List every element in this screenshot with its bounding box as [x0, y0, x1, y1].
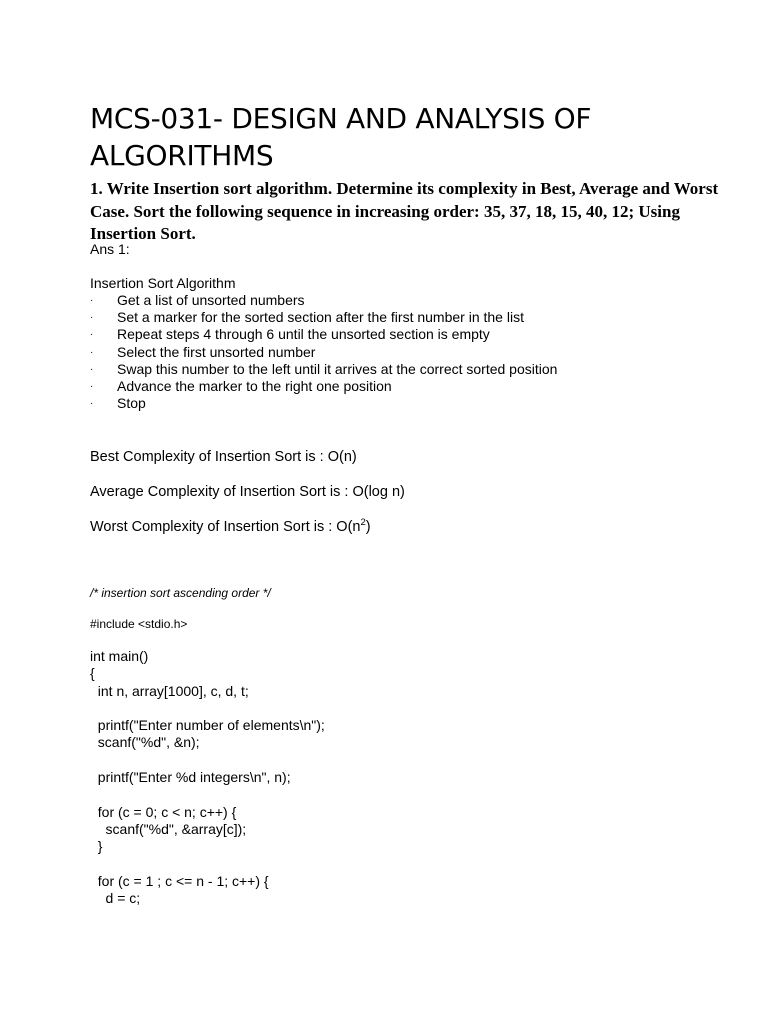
- code-block: [90, 648, 325, 907]
- code-line: [90, 856, 325, 873]
- bullet-icon: ·: [90, 346, 94, 358]
- code-line: [90, 786, 325, 803]
- code-line: {: [90, 665, 95, 682]
- bullet-icon: ·: [90, 380, 94, 392]
- bullet-icon: ·: [90, 295, 94, 306]
- code-line: for (c = 0; c < n; c++) {: [90, 803, 237, 820]
- bullet-icon: ·: [90, 363, 94, 375]
- code-line: [90, 700, 325, 717]
- question-text: 1. Write Insertion sort algorithm. Determine its complexity in Best, Average and Worst Case. Sort the following sequence in increasing order: 35, 37, 18, 15, 40, 12; Using Insertion Sort.: [90, 179, 719, 243]
- code-line: int n, array[1000], c, d, t;: [90, 682, 249, 699]
- step-text: Set a marker for the sorted section after the first number in the list: [117, 309, 524, 326]
- code-line: printf("Enter %d integers\n", n);: [90, 769, 291, 786]
- step-text: Advance the marker to the right one position: [117, 377, 392, 394]
- average-complexity: Average Complexity of Insertion Sort is : O(log n): [90, 484, 405, 500]
- worst-complexity-exponent: 2: [360, 517, 366, 528]
- step-text: Get a list of unsorted numbers: [117, 292, 305, 308]
- code-line: printf("Enter number of elements\n");: [90, 717, 325, 734]
- algorithm-heading: Insertion Sort Algorithm: [90, 275, 236, 291]
- step-text: Stop: [117, 395, 146, 412]
- code-line: int main(): [90, 648, 149, 664]
- code-line: [90, 752, 325, 769]
- worst-complexity: [90, 518, 371, 536]
- document-title: MCS-031- DESIGN AND ANALYSIS OF ALGORITHMS: [90, 102, 592, 172]
- step-text: Repeat steps 4 through 6 until the unsorted section is empty: [117, 326, 490, 343]
- code-line: scanf("%d", &array[c]);: [90, 820, 247, 837]
- worst-complexity-prefix: Worst Complexity of Insertion Sort is : O(n: [90, 519, 361, 535]
- bullet-icon: ·: [90, 329, 94, 341]
- bullet-icon: ·: [90, 398, 94, 410]
- bullet-icon: ·: [90, 312, 94, 324]
- step-text: Swap this number to the left until it arrives at the correct sorted position: [117, 360, 558, 377]
- code-line: scanf("%d", &n);: [90, 734, 200, 751]
- code-line: for (c = 1 ; c <= n - 1; c++) {: [90, 872, 269, 889]
- best-complexity: Best Complexity of Insertion Sort is : O(n): [90, 449, 357, 465]
- code-comment: /* insertion sort ascending order */: [90, 586, 271, 600]
- code-line: }: [90, 838, 103, 855]
- step-text: Select the first unsorted number: [117, 343, 316, 360]
- worst-complexity-suffix: ): [365, 519, 371, 535]
- code-line: d = c;: [90, 890, 141, 907]
- answer-label: Ans 1:: [90, 241, 130, 257]
- code-include: #include <stdio.h>: [90, 617, 188, 631]
